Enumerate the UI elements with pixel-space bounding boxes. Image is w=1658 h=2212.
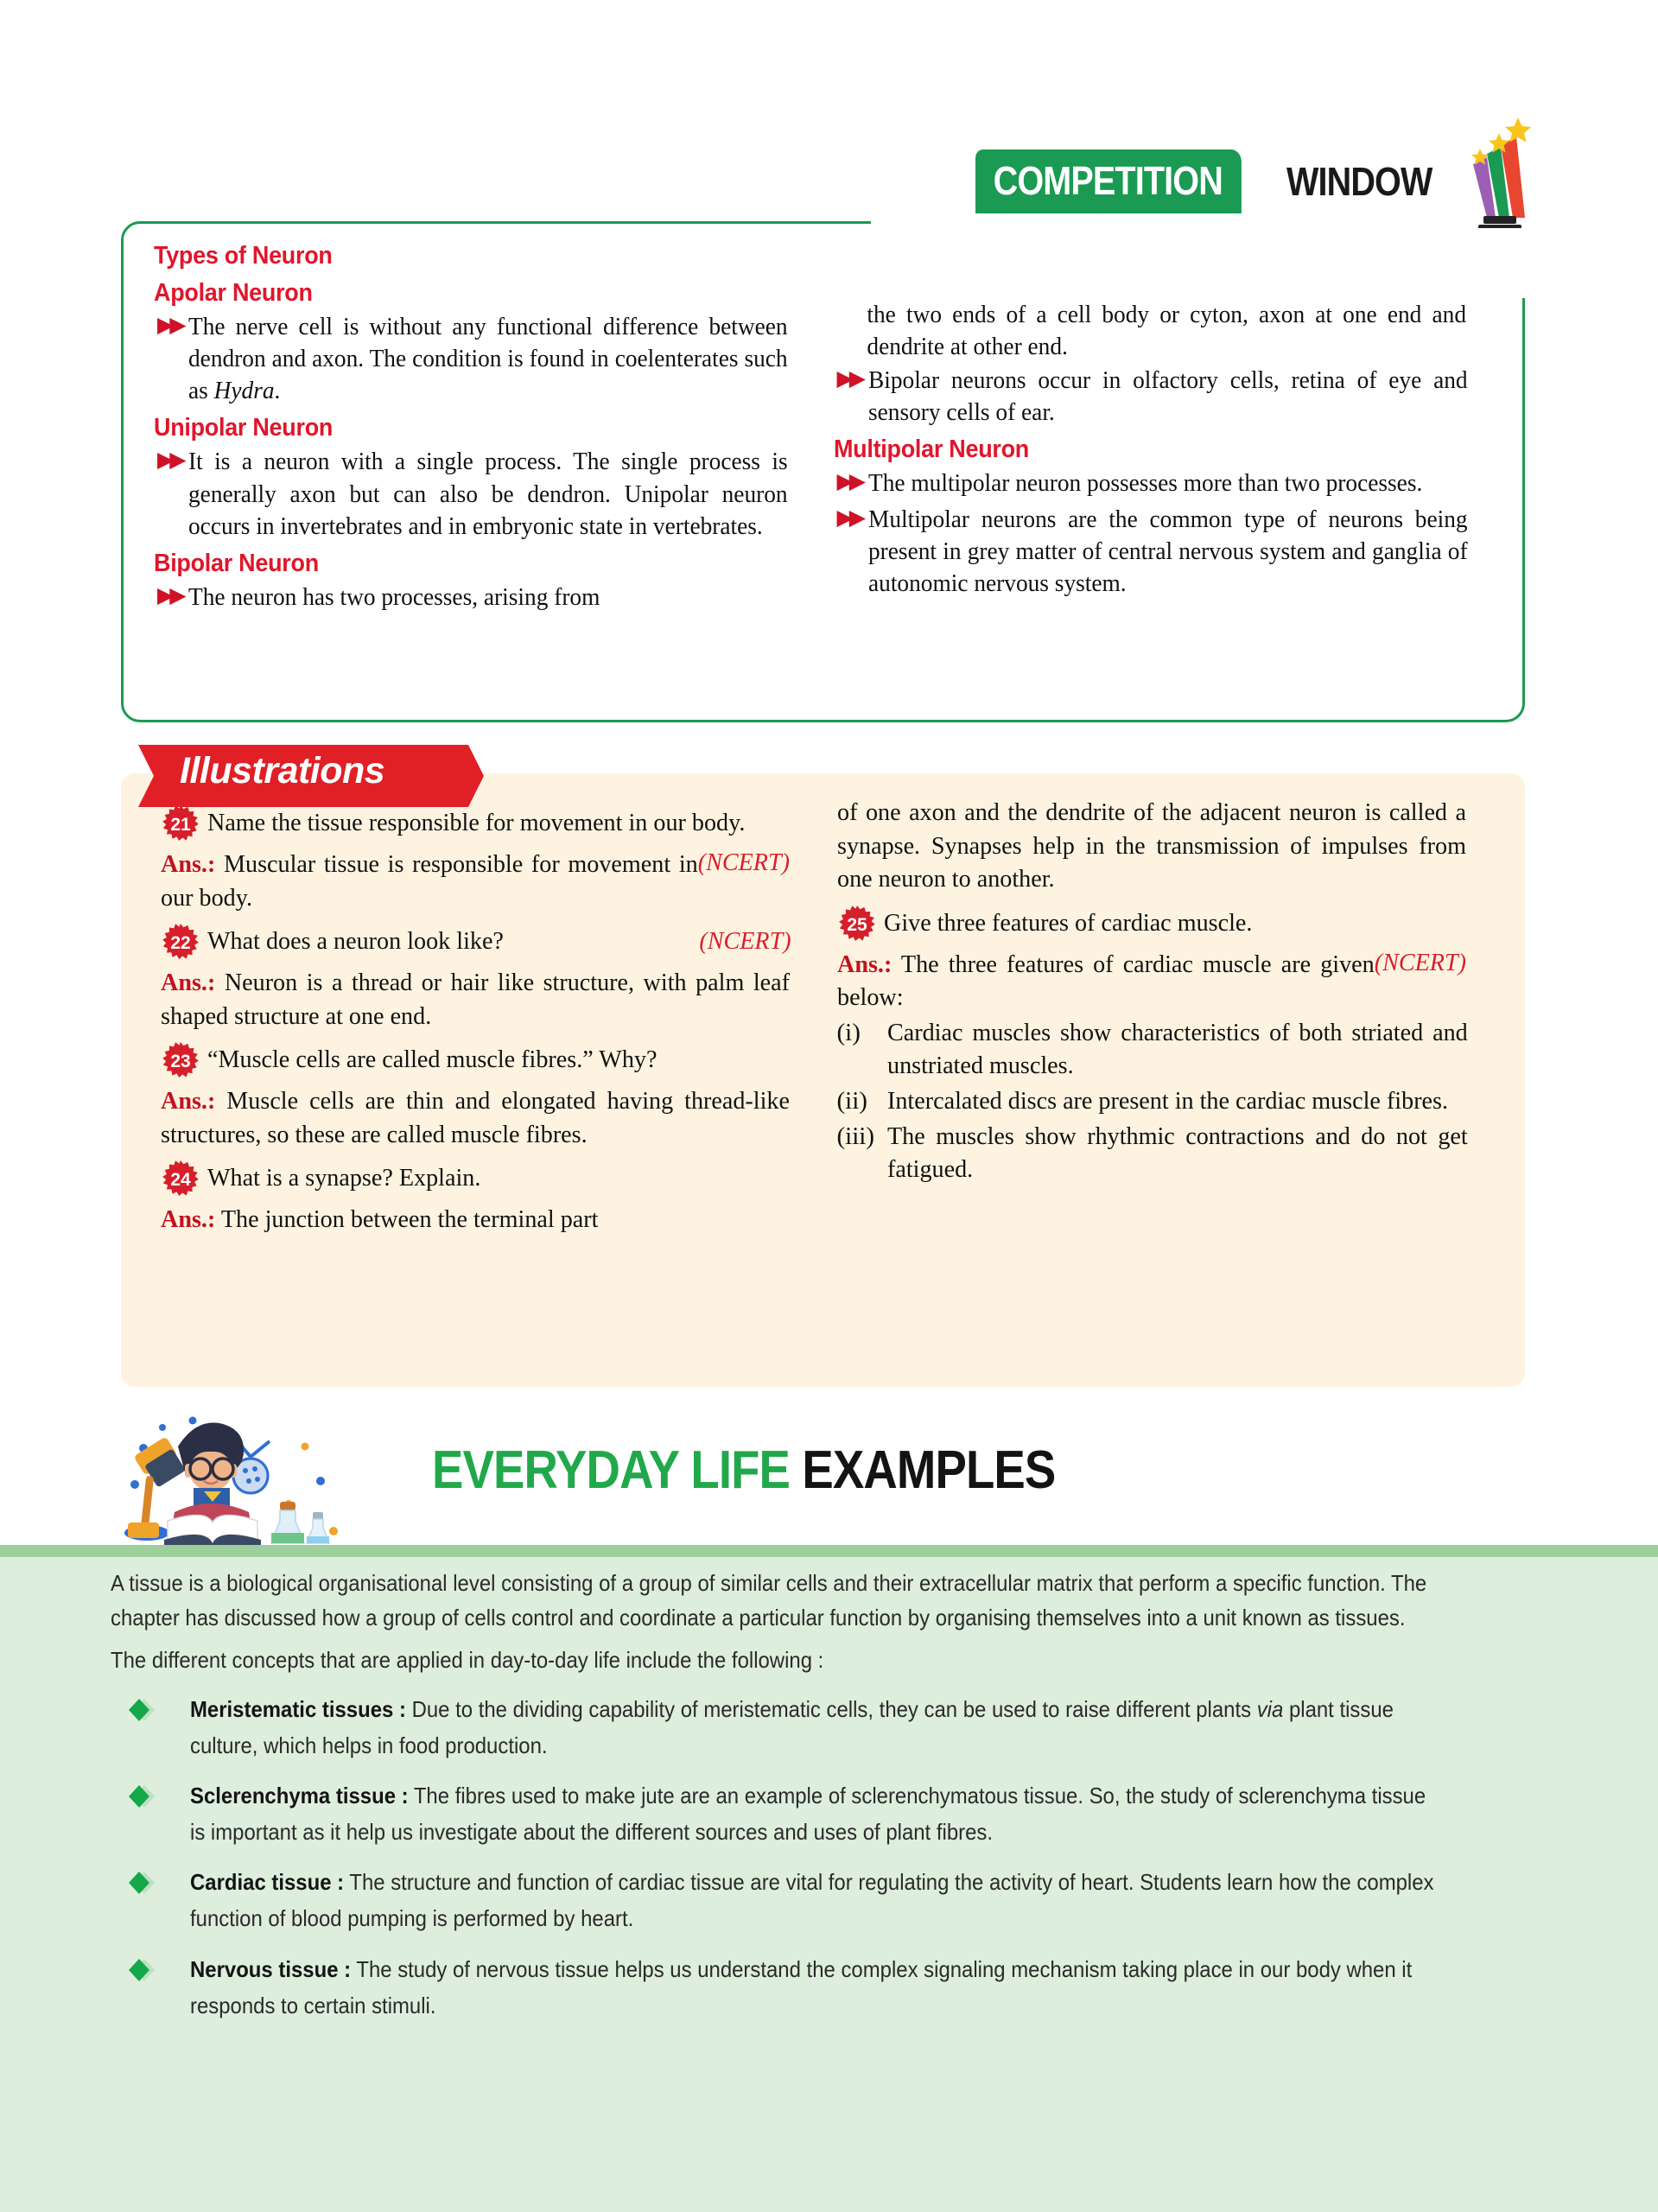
bullet-text: Meristematic tissues : Due to the dividing capability of meristematic cells, they can be used to raise different plants via plant tissue culture, which helps in food production. bbox=[190, 1695, 1394, 1758]
double-chevron-icon: ▶▶ bbox=[157, 582, 182, 607]
competition-left-column bbox=[143, 240, 823, 709]
everyday-life-bullet bbox=[111, 1864, 1555, 1936]
bipolar-neuron-heading: Bipolar Neuron bbox=[154, 549, 319, 577]
question-text: Give three features of cardiac muscle. bbox=[883, 908, 1252, 937]
answer-text: The three features of cardiac muscle are given below: bbox=[836, 950, 1375, 1012]
bullet-item bbox=[154, 311, 813, 407]
question-number: 21 bbox=[170, 815, 191, 835]
answer-label: Ans.: bbox=[161, 969, 216, 997]
diamond-bullet-icon bbox=[111, 1691, 190, 1764]
bipolar-continuation-text: the two ends of a cell body or cyton, axon at one end and dendrite at other end. bbox=[866, 302, 1466, 361]
diamond-bullet-icon bbox=[111, 1864, 190, 1936]
ncert-source: (NCERT) bbox=[1374, 948, 1466, 976]
illustration-answer bbox=[161, 848, 790, 914]
illustration-question bbox=[161, 925, 810, 964]
question-number: 22 bbox=[170, 933, 191, 954]
bullet-item bbox=[834, 504, 1493, 600]
diamond-bullet-icon bbox=[111, 1777, 190, 1850]
bullet-text: The nerve cell is without any functional difference between dendron and axon. The condition is found in coelenterates such as Hydra. bbox=[188, 314, 788, 405]
ncert-source: (NCERT) bbox=[697, 849, 790, 876]
bullet-text: The neuron has two processes, arising from bbox=[188, 583, 600, 611]
window-label: WINDOW bbox=[1286, 159, 1432, 204]
double-chevron-icon: ▶▶ bbox=[836, 365, 861, 391]
roman-marker: (iii) bbox=[836, 1122, 874, 1150]
everyday-life-bullet bbox=[111, 1691, 1555, 1764]
bullet-text: Sclerenchyma tissue : The fibres used to make jute are an example of sclerenchymatous tissue. So, the study of sclerenchyma tissue is important as it help us investigate about the different sources and uses of plant fibres. bbox=[190, 1783, 1426, 1846]
question-text: Name the tissue responsible for movement in our body. bbox=[207, 809, 746, 836]
roman-marker: (i) bbox=[836, 1018, 861, 1046]
everyday-life-header bbox=[0, 1408, 1658, 1547]
double-chevron-icon: ▶▶ bbox=[157, 312, 182, 338]
illustrations-left-column bbox=[147, 796, 823, 1370]
question-number-badge-icon bbox=[161, 923, 200, 963]
diamond-bullet-icon bbox=[111, 1951, 190, 2024]
roman-list-item bbox=[837, 1120, 1486, 1186]
trophy-stars-icon bbox=[1452, 116, 1535, 228]
illustration-answer bbox=[161, 1203, 790, 1236]
everyday-life-black-word: EXAMPLES bbox=[802, 1440, 1056, 1500]
question-number-badge-icon bbox=[161, 804, 200, 844]
illustrations-box bbox=[121, 773, 1525, 1387]
double-chevron-icon: ▶▶ bbox=[836, 468, 861, 494]
competition-window-section bbox=[121, 158, 1525, 722]
everyday-life-green-words: EVERYDAY LIFE bbox=[432, 1440, 791, 1500]
apolar-neuron-heading: Apolar Neuron bbox=[154, 279, 313, 308]
bullet-text: Cardiac tissue : The structure and function of cardiac tissue are vital for regulating the activity of heart. Students learn how the complex function of blood pumping is performed by heart. bbox=[190, 1869, 1434, 1932]
types-of-neuron-title: Types of Neuron bbox=[154, 242, 333, 270]
bullet-text: It is a neuron with a single process. The single process is generally axon but can also be dendron. Unipolar neuron occurs in invertebrates and in embryonic state in vertebrates. bbox=[188, 448, 788, 540]
everyday-life-content bbox=[111, 1566, 1555, 2024]
question-text: What is a synapse? Explain. bbox=[207, 1164, 481, 1192]
question-number: 24 bbox=[170, 1170, 191, 1191]
illustration-answer bbox=[837, 948, 1466, 1014]
green-band-top-rule bbox=[0, 1545, 1658, 1557]
answer-text: Muscle cells are thin and elongated having thread-like structures, so these are called muscle fibres. bbox=[161, 1087, 790, 1148]
double-chevron-icon: ▶▶ bbox=[157, 447, 182, 473]
everyday-life-paragraph: A tissue is a biological organisational level consisting of a group of similar cells and their extracellular matrix that perform a specific function. The chapter has discussed how a group of cells control and coordinate a particular function by organising themselves into a unit known as tissues. bbox=[111, 1570, 1427, 1631]
bullet-item bbox=[834, 467, 1493, 499]
competition-right-column bbox=[823, 240, 1503, 709]
roman-text: The muscles show rhythmic contractions and do not get fatigued. bbox=[886, 1122, 1468, 1184]
question-text: What does a neuron look like? (NCERT) bbox=[207, 925, 791, 958]
illustration-answer bbox=[161, 966, 790, 1033]
question-number-badge-icon bbox=[837, 905, 877, 944]
ncert-source: (NCERT) bbox=[699, 927, 791, 956]
question-number-badge-icon bbox=[161, 1160, 200, 1199]
competition-label: COMPETITION bbox=[975, 149, 1242, 213]
answer-text: Muscular tissue is responsible for movement in our body. bbox=[161, 850, 698, 912]
illustrations-banner bbox=[138, 745, 484, 807]
multipolar-neuron-heading: Multipolar Neuron bbox=[833, 435, 1029, 464]
illustration-question bbox=[161, 1043, 810, 1083]
question-number-badge-icon bbox=[161, 1041, 200, 1081]
answer-continuation-text: of one axon and the dendrite of the adjacent neuron is called a synapse. Synapses help in the transmission of impulses from one neuron to another. bbox=[836, 798, 1466, 893]
roman-list-item bbox=[837, 1016, 1486, 1083]
bullet-text: Multipolar neurons are the common type of neurons being present in grey matter of central nervous system and ganglia of autonomic nervous system. bbox=[867, 506, 1468, 598]
illustration-question bbox=[161, 1161, 810, 1201]
question-number: 23 bbox=[170, 1052, 191, 1072]
question-text: “Muscle cells are called muscle fibres.” Why? bbox=[207, 1046, 657, 1074]
bullet-item bbox=[154, 582, 813, 613]
everyday-life-title bbox=[432, 1440, 1055, 1501]
bullet-text: Bipolar neurons occur in olfactory cells, retina of eye and sensory cells of ear. bbox=[867, 367, 1468, 427]
unipolar-neuron-heading: Unipolar Neuron bbox=[154, 414, 334, 442]
roman-marker: (ii) bbox=[836, 1086, 867, 1115]
answer-label: Ans.: bbox=[161, 1205, 216, 1234]
everyday-life-bullet bbox=[111, 1777, 1555, 1850]
roman-text: Cardiac muscles show characteristics of both striated and unstriated muscles. bbox=[886, 1018, 1468, 1080]
everyday-life-paragraph: The different concepts that are applied in day-to-day life include the following : bbox=[111, 1646, 824, 1673]
bullet-item bbox=[834, 365, 1493, 429]
roman-list-item bbox=[837, 1084, 1486, 1118]
bullet-text: Nervous tissue : The study of nervous tissue helps us understand the complex signaling mechanism taking place in our body when it responds to certain stimuli. bbox=[190, 1955, 1413, 2018]
illustration-answer bbox=[161, 1084, 790, 1151]
roman-text: Intercalated discs are present in the cardiac muscle fibres. bbox=[886, 1086, 1448, 1115]
question-number: 25 bbox=[846, 914, 867, 935]
student-reading-book-icon bbox=[111, 1402, 413, 1550]
answer-label: Ans.: bbox=[161, 1087, 216, 1116]
bullet-text: The multipolar neuron possesses more than two processes. bbox=[867, 470, 1422, 498]
double-chevron-icon: ▶▶ bbox=[836, 505, 861, 531]
competition-window-banner bbox=[975, 142, 1456, 221]
answer-label: Ans.: bbox=[161, 850, 216, 878]
answer-label: Ans.: bbox=[836, 950, 892, 978]
illustrations-label: Illustrations bbox=[180, 750, 385, 791]
bullet-item bbox=[154, 446, 813, 542]
answer-text: The junction between the terminal part bbox=[220, 1205, 599, 1234]
everyday-life-bullet bbox=[111, 1951, 1555, 2024]
answer-text: Neuron is a thread or hair like structure, with palm leaf shaped structure at one end. bbox=[161, 969, 790, 1030]
illustrations-right-column bbox=[823, 796, 1500, 1370]
